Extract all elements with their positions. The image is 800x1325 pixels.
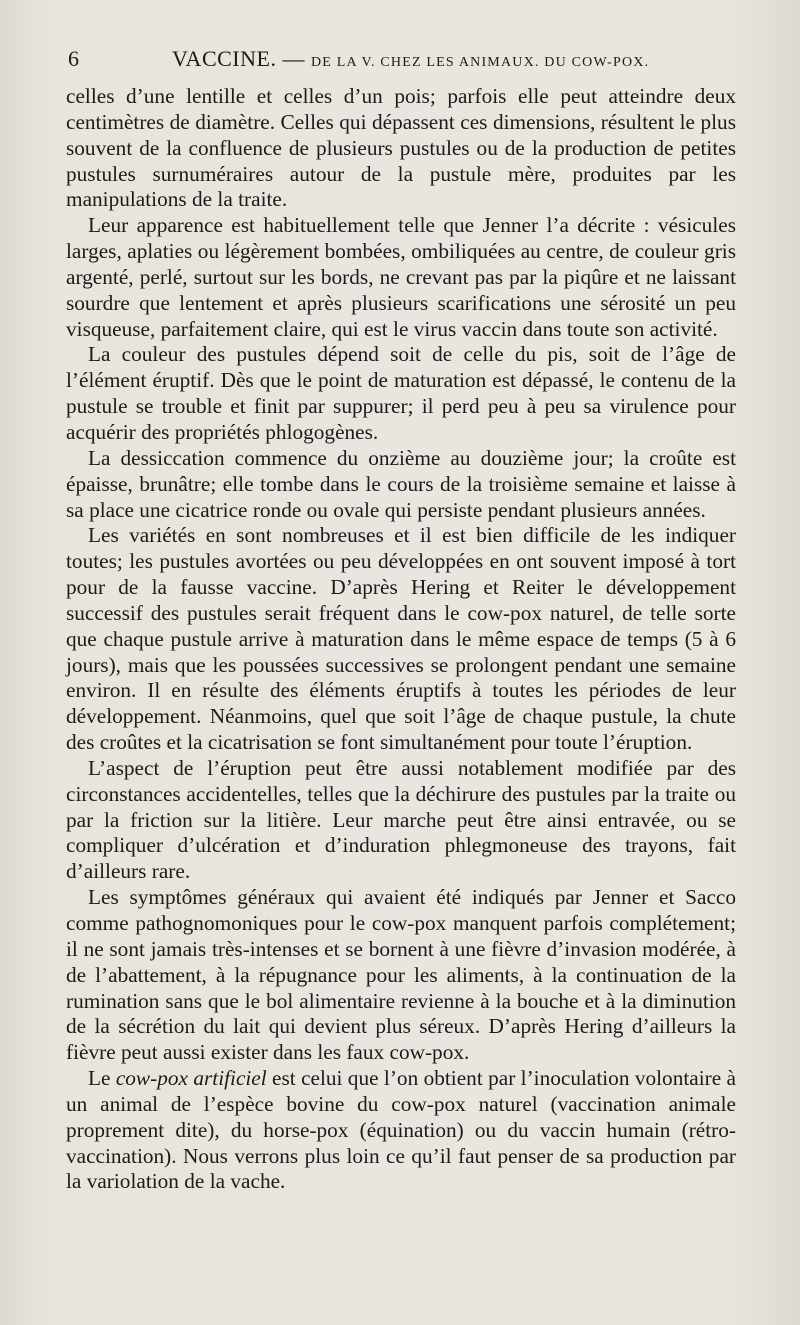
paragraph: Les symptômes généraux qui avaient été indiqués par Jenner et Sacco comme pathognomoniques pour le cow-pox manquent parfois complétement; il ne sont jamais très-intenses et se bornent à une fièvre d’invasion modérée, à de l’abattement, à la répugnance pour les aliments, à la continuation de la rumination sans que le bol alimentaire revienne à la bouche et à la diminution de la sécrétion du lait qui devient plus séreux. D’après Hering d’ailleurs la fièvre peut aussi exister dans les faux cow-pox. xyxy=(66,885,736,1065)
paragraph: La couleur des pustules dépend soit de celle du pis, soit de l’âge de l’élément éruptif. Dès que le point de maturation est dépassé, le contenu de la pustule se trouble et finit par suppurer; il perd peu à peu sa virulence pour acquérir des propriétés phlogogènes. xyxy=(66,342,736,444)
running-title xyxy=(172,46,649,72)
body-text xyxy=(66,84,736,1195)
paragraph: Leur apparence est habituellement telle que Jenner l’a décrite : vésicules larges, aplaties ou légèrement bombées, ombiliquées au centre, de couleur gris argenté, perlé, surtout sur les bords, ne crevant pas par la piqûre et ne laissant sourdre que lentement et après plusieurs scarifications une sérosité un peu visqueuse, parfaitement claire, qui est le virus vaccin dans toute son activité. xyxy=(66,213,736,341)
paragraph xyxy=(66,1066,736,1195)
emphasized-term: cow-pox artificiel xyxy=(115,1066,267,1091)
header-title: VACCINE. xyxy=(172,46,277,71)
paragraph: Les variétés en sont nombreuses et il est bien difficile de les indiquer toutes; les pustules avortées ou peu développées en ont souvent imposé à tort pour de la fausse vaccine. D’après Hering et Reiter le développement successif des pustules serait fréquent dans le cow-pox naturel, de telle sorte que chaque pustule arrive à maturation dans le même espace de temps (5 à 6 jours), mais que les poussées successives se prolongent pendant une semaine environ. Il en résulte des éléments éruptifs à toutes les périodes de leur développement. Néanmoins, quel que soit l’âge de chaque pustule, la chute des croûtes et la cicatrisation se font simultanément pour toute l’éruption. xyxy=(66,523,736,755)
paragraph-lead: Le xyxy=(88,1066,116,1091)
paragraph: L’aspect de l’éruption peut être aussi notablement modifiée par des circonstances accidentelles, telles que la déchirure des pustules par la traite ou par la friction sur la litière. Leur marche peut être ainsi entravée, ou se compliquer d’ulcération et d’induration phlegmoneuse des trayons, fait d’ailleurs rare. xyxy=(66,755,736,884)
paragraph-rest: est celui que l’on obtient par l’inoculation volontaire à un animal de l’espèce bovine du cow-pox naturel (vaccination animale proprement dite), du horse-pox (équination) ou du vaccin humain (rétro-vaccination). Nous verrons plus loin ce qu’il faut penser de sa production par la variolation de la vache. xyxy=(66,1066,736,1194)
paragraph: celles d’une lentille et celles d’un pois; parfois elle peut atteindre deux centimètres de diamètre. Celles qui dépassent ces dimensions, résultent le plus souvent de la confluence de plusieurs pustules ou de la production de petites pustules surnuméraires autour de la pustule mère, produites par les manipulations de la traite. xyxy=(66,84,736,212)
header-subtitle: DE LA V. CHEZ LES ANIMAUX. DU COW-POX. xyxy=(310,55,650,70)
page-number: 6 xyxy=(68,46,80,71)
header-dash: — xyxy=(282,46,305,71)
running-header xyxy=(66,46,742,78)
paragraph: La dessiccation commence du onzième au douzième jour; la croûte est épaisse, brunâtre; elle tombe dans le cours de la troisième semaine et laisse à sa place une cicatrice ronde ou ovale qui persiste pendant plusieurs années. xyxy=(66,445,736,522)
